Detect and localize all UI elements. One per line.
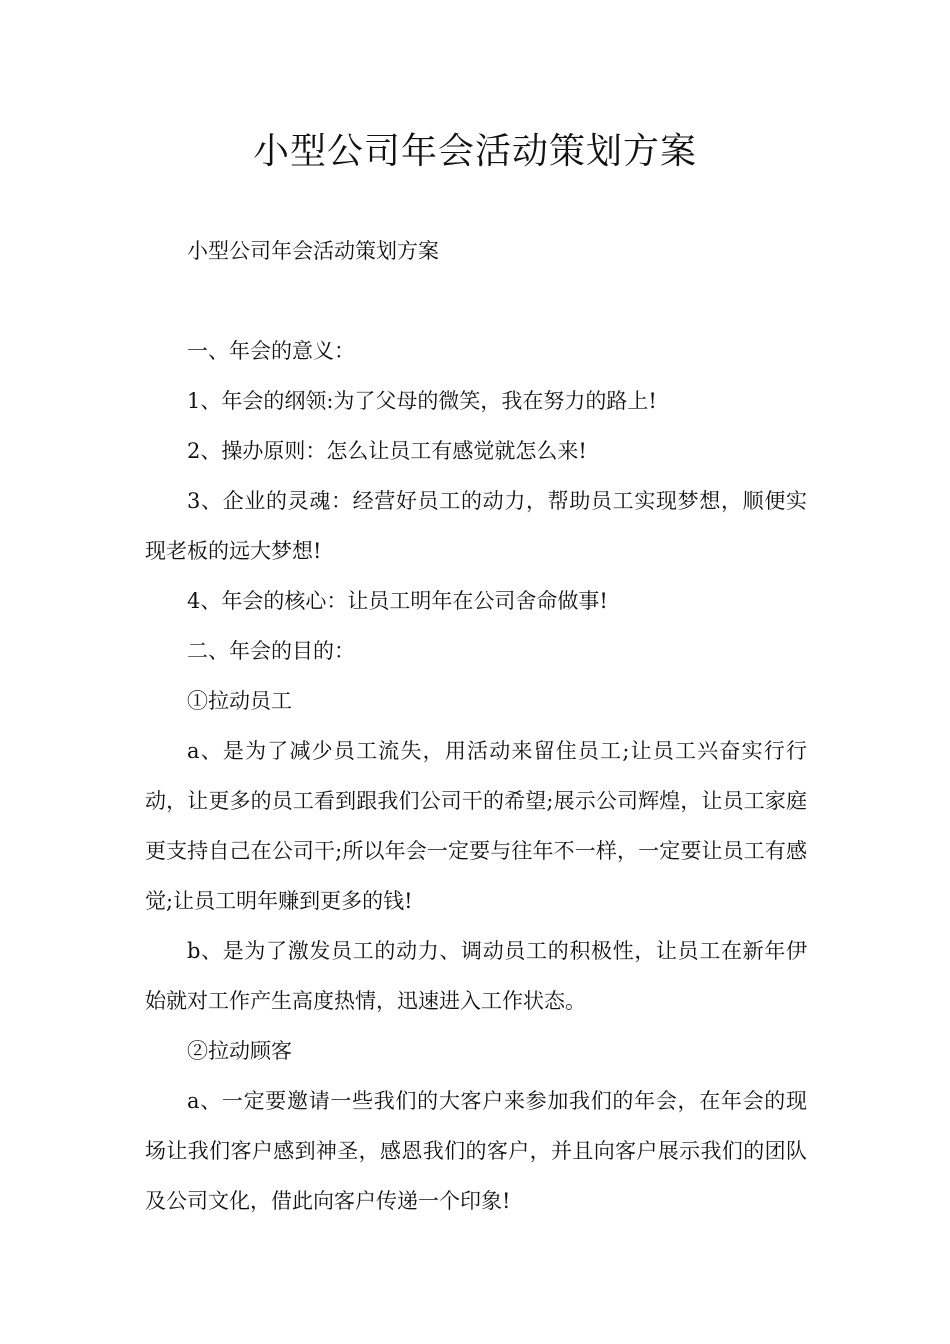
section-heading-significance: 一、年会的意义： [187, 339, 355, 363]
paragraph-customers-a: a、一定要邀请一些我们的大客户来参加我们的年会，在年会的现场让我们客户感到神圣，感恩我们的客户，并且向客户展示我们的团队及公司文化，借此向客户传递一个印象! [145, 1089, 807, 1213]
list-item-3: 3、企业的灵魂：经营好员工的动力，帮助员工实现梦想，顺便实现老板的远大梦想! [145, 489, 807, 563]
list-item-1: 1、年会的纲领:为了父母的微笑，我在努力的路上! [187, 389, 657, 413]
document-body [145, 226, 807, 1226]
section-heading-purpose: 二、年会的目的： [187, 639, 355, 663]
subtitle-paragraph: 小型公司年会活动策划方案 [187, 239, 439, 263]
subheading-customers: ②拉动顾客 [187, 1039, 292, 1063]
paragraph-employees-a: a、是为了减少员工流失，用活动来留住员工;让员工兴奋实行行动，让更多的员工看到跟我们公司干的希望;展示公司辉煌，让员工家庭更支持自己在公司干;所以年会一定要与往年不一样，一定要让员工有感觉;让员工明年赚到更多的钱! [145, 739, 807, 913]
subheading-employees: ①拉动员工 [187, 689, 292, 713]
list-item-4: 4、年会的核心：让员工明年在公司舍命做事! [187, 589, 608, 613]
document-title: 小型公司年会活动策划方案 [252, 131, 697, 172]
paragraph-employees-b: b、是为了激发员工的动力、调动员工的积极性，让员工在新年伊始就对工作产生高度热情，迅速进入工作状态。 [145, 939, 807, 1013]
list-item-2: 2、操办原则：怎么让员工有感觉就怎么来! [187, 439, 587, 463]
